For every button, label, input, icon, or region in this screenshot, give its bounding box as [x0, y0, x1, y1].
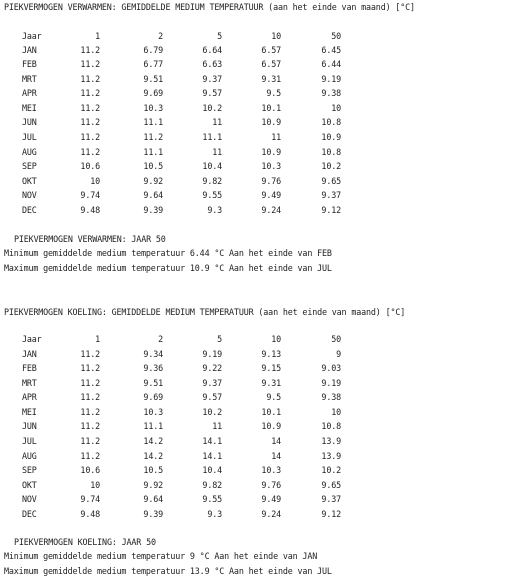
table-cell: 9.69	[143, 392, 163, 402]
table-row	[0, 349, 360, 359]
table-cell: 6.79	[143, 45, 163, 55]
table-cell: 9.19	[321, 74, 341, 84]
column-header: Jaar	[22, 31, 42, 41]
table-cell: 9.38	[321, 392, 341, 402]
table-cell: 11.2	[80, 74, 100, 84]
table-row	[0, 205, 360, 215]
table-cell: 11.2	[80, 147, 100, 157]
table-cell: 10.2	[202, 103, 222, 113]
table-cell: 9.12	[321, 205, 341, 215]
column-header: 50	[331, 31, 341, 41]
table-row	[0, 451, 360, 461]
summary-title: PIEKVERMOGEN VERWARMEN: JAAR 50	[14, 234, 166, 244]
table-cell: 9.76	[261, 176, 281, 186]
month-label: JUL	[22, 436, 37, 446]
table-row	[0, 147, 360, 157]
table-cell: 9.5	[266, 88, 281, 98]
month-label: SEP	[22, 161, 37, 171]
table-cell: 10.5	[143, 161, 163, 171]
table-cell: 10.6	[80, 161, 100, 171]
summary-line: Minimum gemiddelde medium temperatuur 9 °C Aan het einde van JAN	[4, 551, 318, 561]
table-cell: 9.19	[321, 378, 341, 388]
table-cell: 14.1	[202, 451, 222, 461]
table-cell: 11.2	[143, 132, 163, 142]
table-cell: 11.2	[80, 45, 100, 55]
month-label: MRT	[22, 74, 37, 84]
column-header: 1	[95, 334, 100, 344]
table-cell: 9.37	[321, 494, 341, 504]
table-cell: 10.5	[143, 465, 163, 475]
section-title: PIEKVERMOGEN VERWARMEN: GEMIDDELDE MEDIUM TEMPERATUUR (aan het einde van maand) [°C]	[4, 2, 415, 12]
column-header: 50	[331, 334, 341, 344]
month-label: FEB	[22, 59, 37, 69]
table-cell: 9.3	[207, 509, 222, 519]
table-cell: 10.8	[321, 421, 341, 431]
table-row	[0, 363, 360, 373]
table-cell: 14.2	[143, 436, 163, 446]
table-cell: 6.45	[321, 45, 341, 55]
column-header: 2	[158, 334, 163, 344]
table-cell: 13.9	[321, 451, 341, 461]
table-row	[0, 161, 360, 171]
table-cell: 9.38	[321, 88, 341, 98]
table-cell: 10.4	[202, 465, 222, 475]
table-cell: 9.55	[202, 190, 222, 200]
table-cell: 10.2	[321, 465, 341, 475]
table-cell: 9.24	[261, 205, 281, 215]
table-cell: 9.36	[143, 363, 163, 373]
table-cell: 9.24	[261, 509, 281, 519]
table-cell: 9.65	[321, 480, 341, 490]
table-cell: 10	[331, 407, 341, 417]
table-cell: 9.51	[143, 378, 163, 388]
column-header: 10	[271, 31, 281, 41]
table-cell: 11.2	[80, 392, 100, 402]
table-cell: 14	[271, 451, 281, 461]
column-header: Jaar	[22, 334, 42, 344]
column-header: 5	[217, 31, 222, 41]
table-row	[0, 465, 360, 475]
table-row	[0, 421, 360, 431]
table-cell: 11.2	[80, 436, 100, 446]
table-cell: 9.74	[80, 190, 100, 200]
table-cell: 10.3	[261, 465, 281, 475]
table-cell: 6.63	[202, 59, 222, 69]
month-label: JUN	[22, 117, 37, 127]
column-header: 1	[95, 31, 100, 41]
table-cell: 6.77	[143, 59, 163, 69]
table-cell: 10	[90, 176, 100, 186]
table-cell: 9.31	[261, 74, 281, 84]
table-row	[0, 378, 360, 388]
table-cell: 10.2	[321, 161, 341, 171]
table-cell: 9.48	[80, 205, 100, 215]
table-cell: 10.3	[261, 161, 281, 171]
table-cell: 9.55	[202, 494, 222, 504]
table-cell: 9.64	[143, 190, 163, 200]
month-label: NOV	[22, 494, 37, 504]
table-row	[0, 103, 360, 113]
table-cell: 10.9	[261, 117, 281, 127]
table-cell: 9.22	[202, 363, 222, 373]
table-cell: 14.1	[202, 436, 222, 446]
month-label: FEB	[22, 363, 37, 373]
table-cell: 11.2	[80, 378, 100, 388]
table-cell: 9.65	[321, 176, 341, 186]
table-cell: 9.37	[321, 190, 341, 200]
table-cell: 9.74	[80, 494, 100, 504]
table-cell: 9.51	[143, 74, 163, 84]
table-cell: 9.49	[261, 190, 281, 200]
table-cell: 10.9	[261, 147, 281, 157]
table-cell: 9.69	[143, 88, 163, 98]
table-cell: 11.1	[143, 147, 163, 157]
table-cell: 10	[90, 480, 100, 490]
table-cell: 9.37	[202, 74, 222, 84]
table-cell: 11	[212, 117, 222, 127]
month-label: JUL	[22, 132, 37, 142]
table-cell: 9.15	[261, 363, 281, 373]
table-cell: 9.82	[202, 480, 222, 490]
table-cell: 6.44	[321, 59, 341, 69]
table-cell: 10.9	[261, 421, 281, 431]
summary-line: Maximum gemiddelde medium temperatuur 13.9 °C Aan het einde van JUL	[4, 566, 332, 576]
table-cell: 10.6	[80, 465, 100, 475]
table-cell: 10.8	[321, 147, 341, 157]
table-header-row	[0, 334, 360, 344]
table-cell: 11.2	[80, 363, 100, 373]
table-cell: 6.57	[261, 59, 281, 69]
month-label: APR	[22, 88, 37, 98]
column-header: 2	[158, 31, 163, 41]
month-label: DEC	[22, 205, 37, 215]
summary-line: Minimum gemiddelde medium temperatuur 6.44 °C Aan het einde van FEB	[4, 248, 332, 258]
month-label: SEP	[22, 465, 37, 475]
table-cell: 9.37	[202, 378, 222, 388]
table-cell: 9.12	[321, 509, 341, 519]
table-cell: 11	[271, 132, 281, 142]
table-cell: 11	[212, 147, 222, 157]
table-row	[0, 74, 360, 84]
table-header-row	[0, 31, 360, 41]
column-header: 5	[217, 334, 222, 344]
month-label: JUN	[22, 421, 37, 431]
summary-line: Maximum gemiddelde medium temperatuur 10.9 °C Aan het einde van JUL	[4, 263, 332, 273]
table-cell: 10.1	[261, 103, 281, 113]
table-cell: 9.39	[143, 205, 163, 215]
table-cell: 9.03	[321, 363, 341, 373]
table-cell: 11.1	[143, 421, 163, 431]
table-cell: 11.2	[80, 59, 100, 69]
table-row	[0, 436, 360, 446]
table-row	[0, 59, 360, 69]
table-cell: 9.57	[202, 88, 222, 98]
table-cell: 10.3	[143, 103, 163, 113]
table-cell: 9.76	[261, 480, 281, 490]
table-cell: 9.49	[261, 494, 281, 504]
month-label: AUG	[22, 147, 37, 157]
month-label: MRT	[22, 378, 37, 388]
table-cell: 9.31	[261, 378, 281, 388]
month-label: OKT	[22, 480, 37, 490]
table-cell: 10	[331, 103, 341, 113]
table-cell: 10.4	[202, 161, 222, 171]
table-cell: 11.2	[80, 117, 100, 127]
table-cell: 9.34	[143, 349, 163, 359]
table-row	[0, 117, 360, 127]
table-cell: 9.48	[80, 509, 100, 519]
table-cell: 11.2	[80, 349, 100, 359]
table-cell: 11.2	[80, 451, 100, 461]
table-cell: 9	[336, 349, 341, 359]
month-label: APR	[22, 392, 37, 402]
month-label: DEC	[22, 509, 37, 519]
table-cell: 11.1	[143, 117, 163, 127]
table-row	[0, 509, 360, 519]
table-row	[0, 45, 360, 55]
table-cell: 9.64	[143, 494, 163, 504]
table-cell: 11.2	[80, 421, 100, 431]
table-cell: 9.13	[261, 349, 281, 359]
table-row	[0, 176, 360, 186]
table-cell: 11	[212, 421, 222, 431]
table-cell: 14	[271, 436, 281, 446]
table-cell: 10.8	[321, 117, 341, 127]
table-cell: 14.2	[143, 451, 163, 461]
table-cell: 11.2	[80, 103, 100, 113]
month-label: OKT	[22, 176, 37, 186]
table-row	[0, 480, 360, 490]
table-cell: 10.2	[202, 407, 222, 417]
table-cell: 9.82	[202, 176, 222, 186]
table-cell: 10.3	[143, 407, 163, 417]
table-cell: 11.2	[80, 407, 100, 417]
table-row	[0, 88, 360, 98]
table-row	[0, 392, 360, 402]
table-cell: 9.39	[143, 509, 163, 519]
summary-title: PIEKVERMOGEN KOELING: JAAR 50	[14, 537, 156, 547]
table-cell: 10.1	[261, 407, 281, 417]
month-label: AUG	[22, 451, 37, 461]
month-label: NOV	[22, 190, 37, 200]
month-label: MEI	[22, 103, 37, 113]
section-title: PIEKVERMOGEN KOELING: GEMIDDELDE MEDIUM TEMPERATUUR (aan het einde van maand) [°C]	[4, 307, 406, 317]
month-label: JAN	[22, 45, 37, 55]
table-cell: 9.57	[202, 392, 222, 402]
table-row	[0, 494, 360, 504]
table-row	[0, 407, 360, 417]
table-cell: 9.92	[143, 176, 163, 186]
column-header: 10	[271, 334, 281, 344]
table-cell: 10.9	[321, 132, 341, 142]
table-cell: 11.2	[80, 88, 100, 98]
table-cell: 9.5	[266, 392, 281, 402]
table-cell: 6.64	[202, 45, 222, 55]
table-cell: 9.19	[202, 349, 222, 359]
table-cell: 11.2	[80, 132, 100, 142]
table-cell: 9.92	[143, 480, 163, 490]
table-row	[0, 190, 360, 200]
month-label: JAN	[22, 349, 37, 359]
month-label: MEI	[22, 407, 37, 417]
table-row	[0, 132, 360, 142]
table-cell: 6.57	[261, 45, 281, 55]
table-cell: 11.1	[202, 132, 222, 142]
table-cell: 13.9	[321, 436, 341, 446]
table-cell: 9.3	[207, 205, 222, 215]
